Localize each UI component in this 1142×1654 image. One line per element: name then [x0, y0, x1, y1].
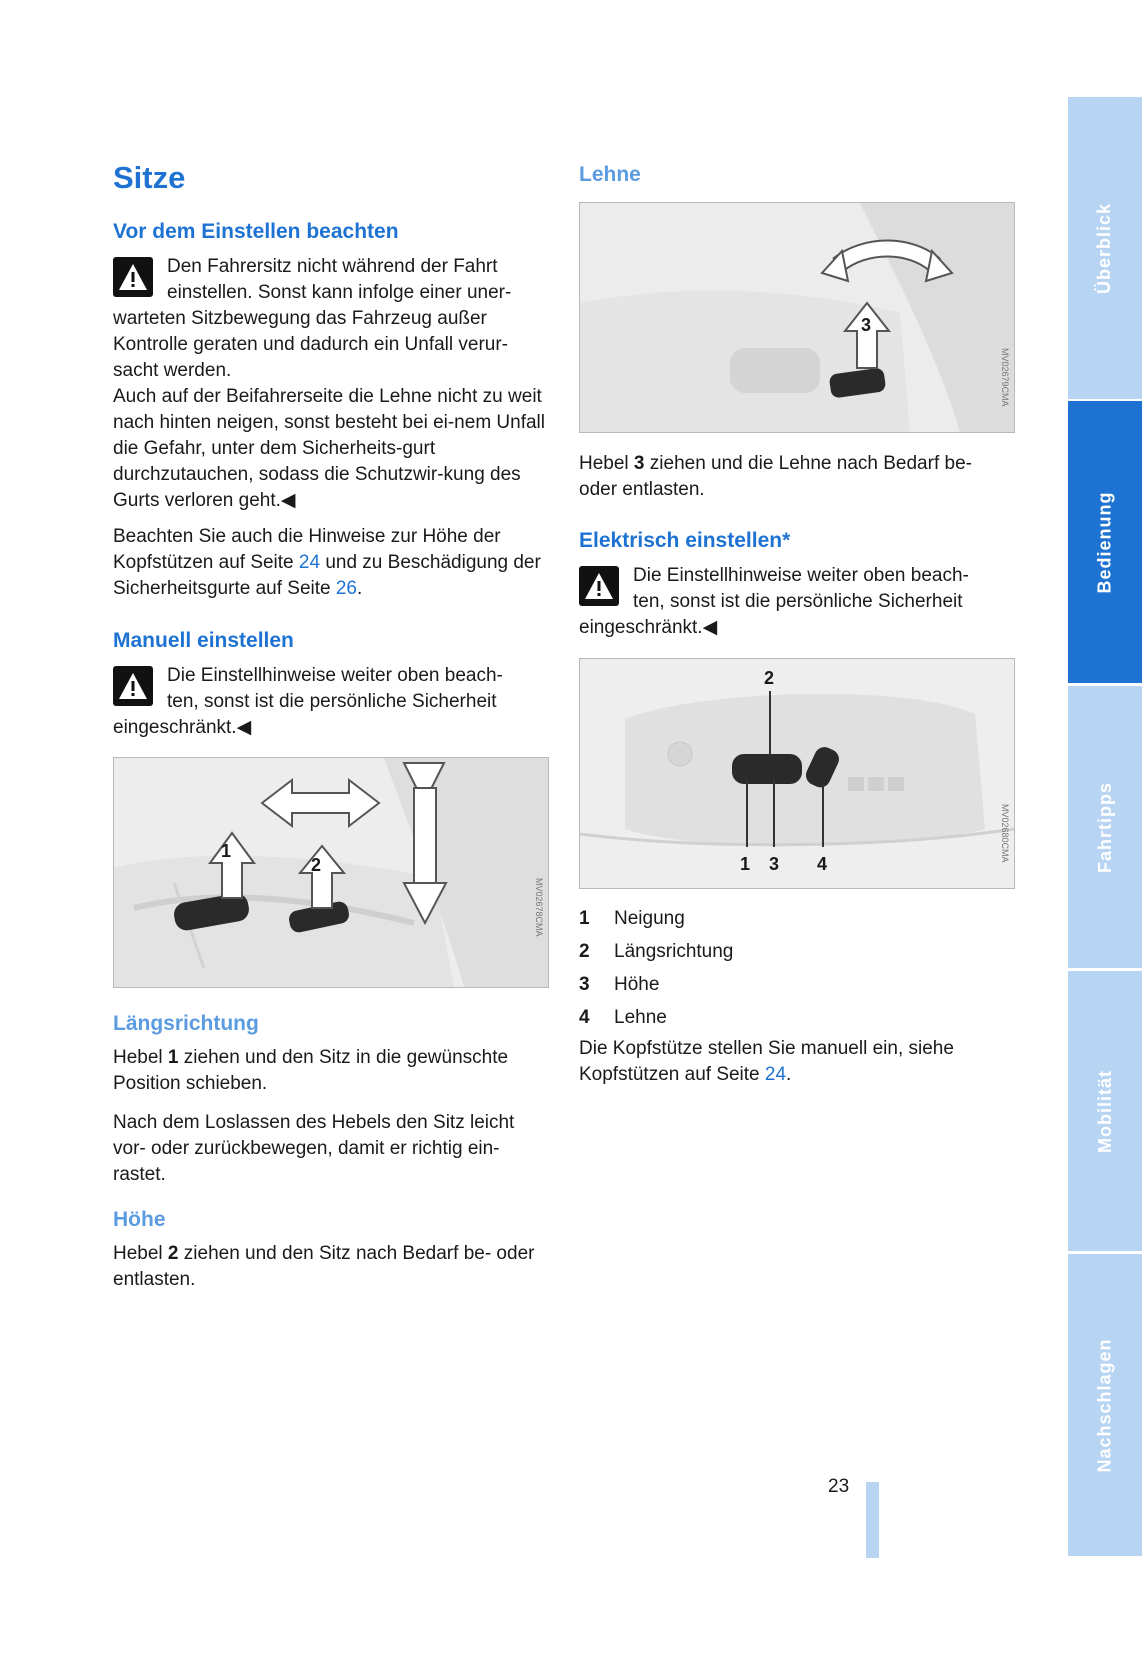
page-link-24[interactable]: 24	[764, 1064, 787, 1085]
backrest-paragraph: Hebel 3 ziehen und die Lehne nach Bedarf be- oder entlasten.	[579, 453, 972, 500]
warning-icon	[579, 566, 619, 606]
list-item: 2 Längsrichtung	[579, 941, 734, 962]
section-heading-electric: Elektrisch einstellen*	[579, 529, 791, 552]
figure-label-2: 2	[311, 855, 322, 875]
figure-code: MV02678CMA	[534, 878, 544, 937]
list-item: 1 Neigung	[579, 908, 685, 929]
passenger-warning-text: Auch auf der Beifahrerseite die Lehne nicht zu weit nach hinten neigen, sonst besteht bei ei-nem Unfall die Gefahr, unter dem Sicherheits-gurt durchzutauchen, sodass die Schutzwir-kung des Gurts verloren geht.◀	[113, 386, 545, 511]
figure-label-1: 1	[740, 854, 751, 874]
tab-mobilitaet[interactable]: Mobilität	[1068, 971, 1142, 1251]
warning-line-1: Die Einstellhinweise weiter oben beach-	[633, 565, 969, 586]
list-item: 3 Höhe	[579, 974, 660, 995]
figure-code: MV02680CMA	[1000, 804, 1010, 863]
figure-label-2: 2	[764, 668, 775, 688]
warning-icon	[113, 666, 153, 706]
headrest-paragraph: Die Kopfstütze stellen Sie manuell ein, siehe Kopfstützen auf Seite 24.	[579, 1038, 954, 1085]
subheading-height: Höhe	[113, 1208, 166, 1231]
tab-bedienung[interactable]: Bedienung	[1068, 401, 1142, 683]
end-mark-icon: ◀	[280, 490, 296, 511]
page-link-24[interactable]: 24	[298, 552, 321, 573]
warning-text-rest: eingeschränkt.◀	[579, 617, 718, 638]
end-mark-icon: ◀	[236, 717, 252, 738]
warning-line-2: einstellen. Sonst kann infolge einer uner-	[167, 282, 512, 303]
longitudinal-paragraph-2: Nach dem Loslassen des Hebels den Sitz leicht vor- oder zurückbewegen, damit er richtig ein-rastet.	[113, 1112, 515, 1185]
subheading-backrest: Lehne	[579, 163, 641, 186]
page-marker	[866, 1482, 879, 1558]
warning-icon	[113, 257, 153, 297]
figure-label-3: 3	[769, 854, 780, 874]
section-heading-manual: Manuell einstellen	[113, 629, 294, 652]
figure-label-3: 3	[861, 315, 872, 335]
warning-line-2: ten, sonst ist die persönliche Sicherheit	[633, 591, 963, 612]
end-mark-icon: ◀	[702, 617, 718, 638]
tab-nachschlagen[interactable]: Nachschlagen	[1068, 1254, 1142, 1556]
manual-seat-figure	[113, 757, 549, 988]
subheading-longitudinal: Längsrichtung	[113, 1012, 259, 1035]
tab-fahrtipps[interactable]: Fahrtipps	[1068, 686, 1142, 968]
figure-label-4: 4	[817, 854, 828, 874]
warning-line-1: Den Fahrersitz nicht während der Fahrt	[167, 256, 498, 277]
figure-label-1: 1	[221, 841, 232, 861]
legend-list	[579, 902, 733, 1034]
page-link-26[interactable]: 26	[335, 578, 357, 599]
tab-ueberblick[interactable]: Überblick	[1068, 97, 1142, 399]
page-title: Sitze	[113, 160, 186, 195]
longitudinal-paragraph-1: Hebel 1 ziehen und den Sitz in die gewünschte Position schieben.	[113, 1047, 509, 1094]
warning-line-1: Die Einstellhinweise weiter oben beach-	[167, 665, 503, 686]
height-paragraph: Hebel 2 ziehen und den Sitz nach Bedarf be- oder entlasten.	[113, 1243, 535, 1290]
page-number: 23	[828, 1476, 850, 1497]
figure-code: MV02679CMA	[1000, 348, 1010, 407]
warning-text-rest: warteten Sitzbewegung das Fahrzeug außer Kontrolle geraten und dadurch ein Unfall verur-sacht werden.	[113, 308, 509, 381]
warning-text-rest: eingeschränkt.◀	[113, 717, 252, 738]
list-item: 4 Lehne	[579, 1007, 667, 1028]
backrest-figure	[579, 202, 1015, 433]
electric-seat-figure	[579, 658, 1015, 889]
warning-line-2: ten, sonst ist die persönliche Sicherheit	[167, 691, 497, 712]
section-heading-before-adjusting: Vor dem Einstellen beachten	[113, 220, 399, 243]
notes-paragraph: Beachten Sie auch die Hinweise zur Höhe der Kopfstützen auf Seite 24 und zu Beschädigung der Sicherheitsgurte auf Seite 26.	[113, 526, 541, 599]
